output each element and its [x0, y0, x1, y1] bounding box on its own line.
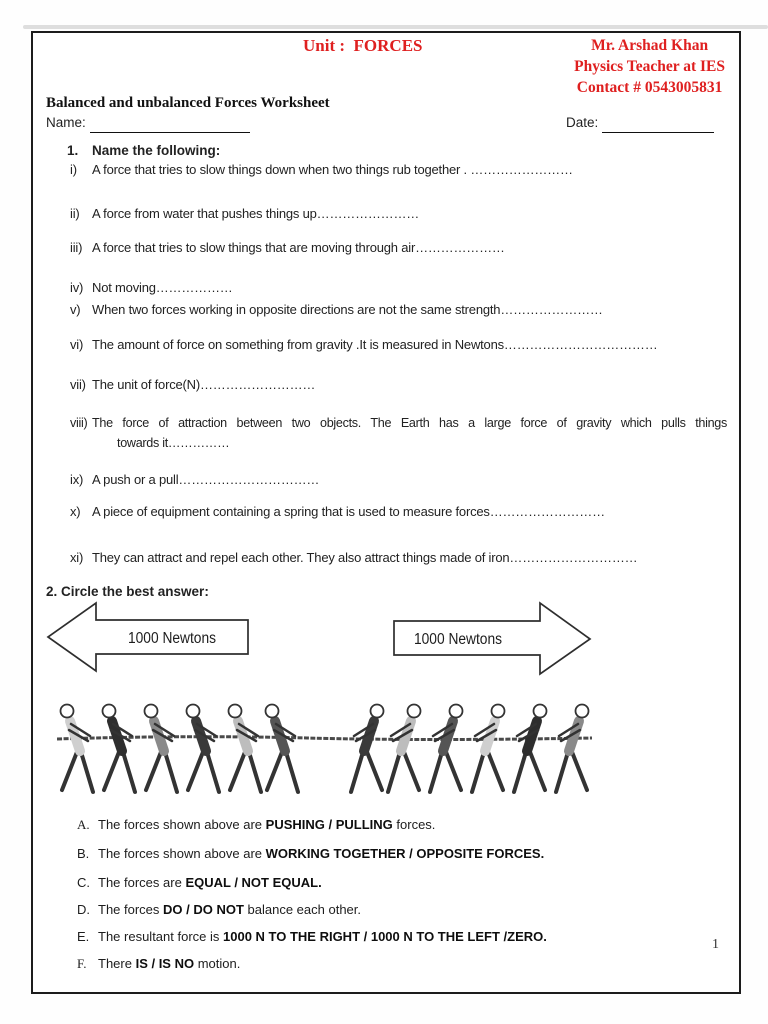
question-iv: [46, 278, 727, 298]
answer-c: [77, 874, 727, 891]
header: [46, 35, 727, 94]
question-ii: [46, 204, 727, 224]
teacher-name: Mr. Arshad Khan: [591, 37, 709, 54]
question-text: They can attract and repel each other. They also attract things made of iron…………………………: [92, 550, 638, 565]
question-iii: [46, 238, 727, 258]
name-label: Name:: [46, 115, 86, 130]
roman-numeral: v): [70, 302, 81, 317]
answer-text: The forces: [98, 902, 164, 917]
answer-choices: WORKING TOGETHER / OPPOSITE FORCES.: [265, 846, 545, 861]
roman-numeral: vi): [70, 337, 84, 352]
question-xi: [46, 548, 727, 568]
question-text: A push or a pull……………………………: [92, 472, 320, 487]
question-text: When two forces working in opposite directions are not the same strength……………………: [92, 302, 603, 317]
roman-numeral: i): [70, 162, 77, 177]
left-arrow-label: 1000 Newtons: [128, 630, 217, 647]
question-text: Not moving………………: [92, 280, 233, 295]
answer-text: The forces shown above are: [98, 846, 266, 861]
answer-d: [77, 901, 727, 918]
section1-heading: [46, 141, 727, 160]
question-text: The amount of force on something from gravity .It is measured in Newtons………………………………: [92, 337, 658, 352]
unit-title: Unit : FORCES: [303, 36, 423, 55]
name-blank-line: [90, 118, 250, 133]
roman-numeral: xi): [70, 550, 84, 565]
question-ix: [46, 470, 727, 490]
force-arrows: [46, 601, 727, 677]
section2-heading: 2. Circle the best answer:: [46, 584, 209, 599]
answer-text: motion.: [194, 956, 241, 971]
answer-letter: A.: [77, 817, 90, 832]
question-text-line2: towards it……………: [117, 436, 230, 450]
roman-numeral: iv): [70, 280, 84, 295]
answer-text: The resultant force is: [98, 929, 223, 944]
roman-numeral: viii): [70, 416, 88, 430]
answer-choices: DO / DO NOT: [163, 902, 244, 917]
question-i: [46, 160, 727, 180]
answer-text: balance each other.: [243, 902, 362, 917]
right-force-arrow-icon: [392, 601, 592, 677]
question-text: A force that tries to slow things that are moving through air…………………: [92, 240, 505, 255]
question-text: A piece of equipment containing a spring that is used to measure forces………………………: [92, 504, 605, 519]
roman-numeral: ix): [70, 472, 84, 487]
question-text: The force of attraction between two objects. The Earth has a large force of gravity which pulls things: [92, 416, 727, 430]
roman-numeral: vii): [70, 377, 86, 392]
answer-choices: IS / IS NO: [135, 956, 195, 971]
answer-text: There: [98, 956, 136, 971]
left-force-arrow-icon: [46, 601, 250, 675]
answer-letter: B.: [77, 846, 90, 861]
answer-choices: EQUAL / NOT EQUAL.: [185, 875, 322, 890]
roman-numeral: iii): [70, 240, 83, 255]
section1-number: 1.: [67, 143, 79, 158]
scan-artifact-line: [23, 25, 768, 29]
roman-numeral: ii): [70, 206, 80, 221]
question-text: A force that tries to slow things down when two things rub together . ……………………: [92, 162, 573, 177]
question-viii: [46, 413, 727, 453]
name-date-row: [46, 113, 727, 134]
teacher-role: Physics Teacher at IES: [574, 58, 725, 75]
date-blank-line: [602, 118, 714, 133]
answer-choices: 1000 N TO THE RIGHT / 1000 N TO THE LEFT /ZERO.: [223, 929, 547, 944]
answer-letter: F.: [77, 956, 87, 971]
answer-f: [77, 955, 727, 972]
tug-of-war-image: [57, 694, 592, 799]
question-vi: [46, 335, 727, 355]
question-text: The unit of force(N)………………………: [92, 377, 316, 392]
page-border: [31, 31, 741, 994]
section1-heading-text: Name the following:: [92, 143, 221, 158]
date-label: Date:: [566, 115, 599, 130]
answer-e: [77, 928, 727, 945]
answer-letter: E.: [77, 929, 90, 944]
answer-letter: D.: [77, 902, 90, 917]
answer-choices: PUSHING / PULLING: [265, 817, 393, 832]
answer-letter: C.: [77, 875, 90, 890]
answer-text: The forces shown above are: [98, 817, 266, 832]
teacher-contact: Contact # 0543005831: [576, 79, 723, 96]
answer-text: The forces are: [98, 875, 186, 890]
answer-a: [77, 816, 727, 833]
date-group: [566, 113, 714, 133]
question-vii: [46, 375, 727, 395]
answer-b: [77, 845, 727, 862]
question-list: [46, 160, 727, 568]
teacher-info: [574, 35, 725, 98]
right-arrow-label: 1000 Newtons: [414, 631, 503, 648]
question-text: A force from water that pushes things up……………………: [92, 206, 420, 221]
question-x: [46, 502, 727, 522]
answer-list: [46, 816, 727, 972]
page-number: 1: [712, 937, 719, 952]
answer-text: forces.: [392, 817, 436, 832]
page-content: [33, 33, 739, 972]
roman-numeral: x): [70, 504, 81, 519]
question-v: [46, 300, 727, 320]
worksheet-title: Balanced and unbalanced Forces Worksheet: [46, 95, 330, 111]
